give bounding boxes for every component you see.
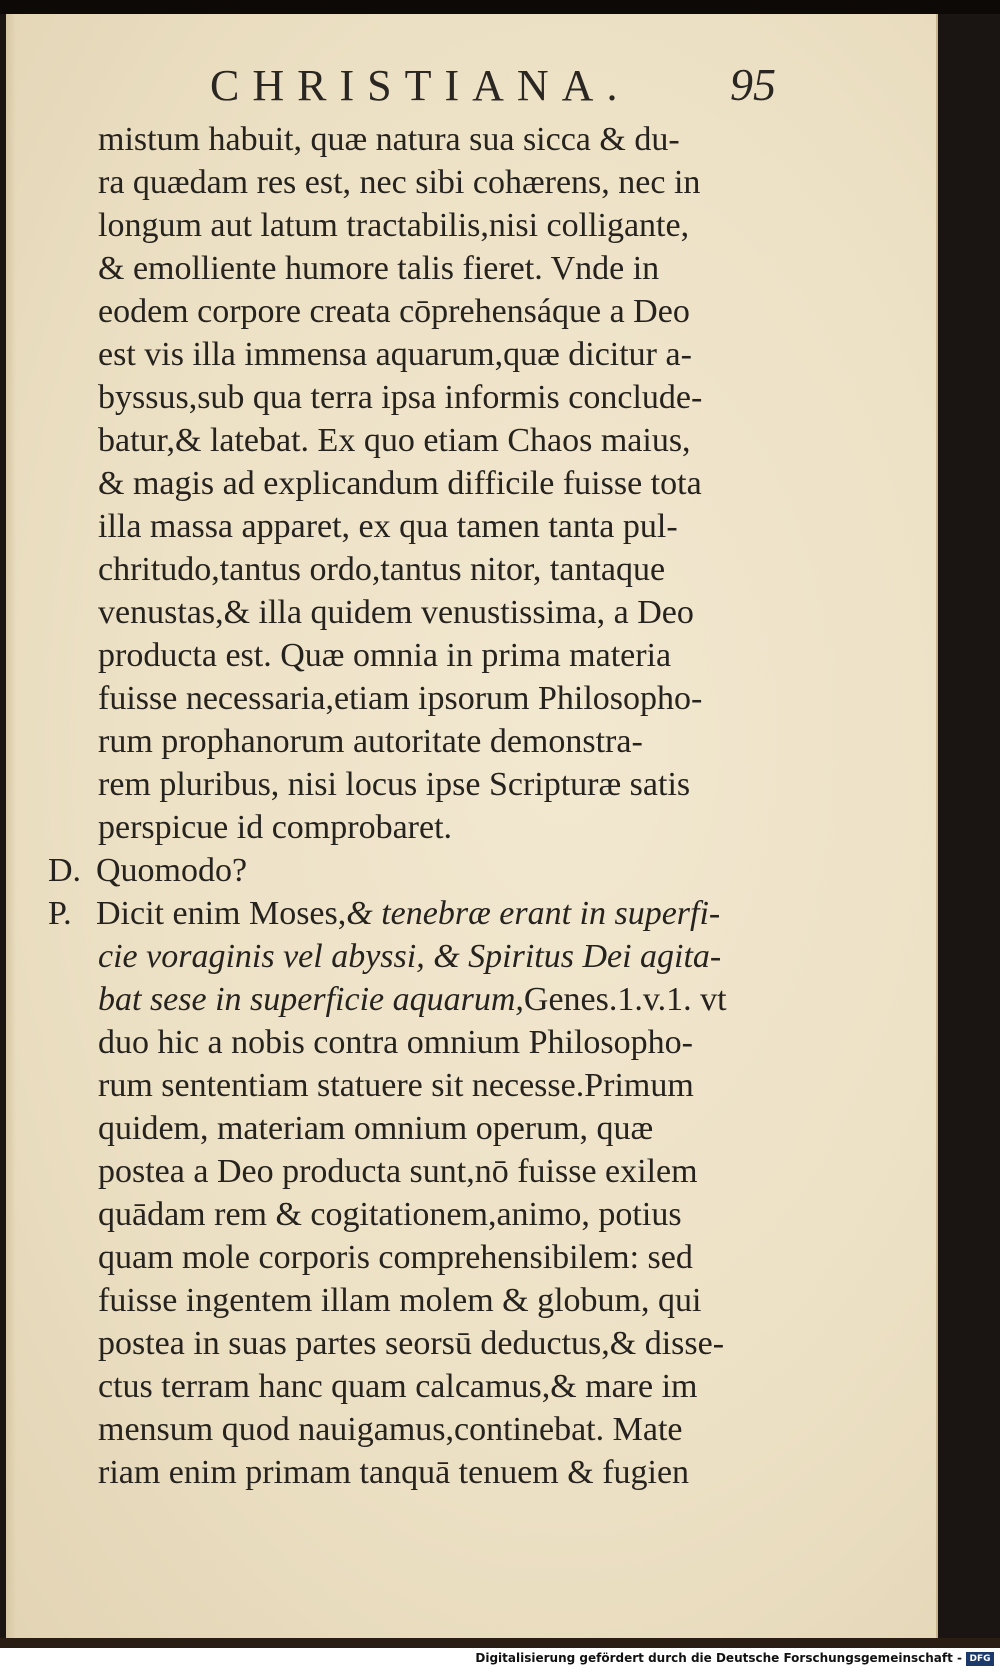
text-line: producta est. Quæ omnia in prima materia (98, 637, 672, 674)
question-paragraph (48, 849, 808, 892)
answer-paragraph (48, 892, 808, 1494)
text-line: illa massa apparet, ex qua tamen tanta pul- (98, 508, 678, 545)
page-text (48, 118, 808, 1494)
text-line: postea in suas partes seorsū deductus,& disse- (98, 1325, 725, 1362)
scripture-quote: & tenebræ erant in superfi- (346, 895, 721, 932)
text-line: postea a Deo producta sunt,nō fuisse exilem (98, 1153, 698, 1190)
text-line: quādam rem & cogitationem,animo, potius (98, 1196, 682, 1233)
text-roman: Dicit enim Moses, (96, 895, 347, 932)
paragraph-continuation (48, 118, 808, 849)
text-line: quam mole corporis comprehensibilem: sed (98, 1239, 693, 1276)
dfg-logo: DFG (966, 1652, 994, 1666)
question-text: Quomodo? (96, 852, 248, 889)
text-line: & emolliente humore talis fieret. Vnde in (98, 250, 660, 287)
page-gutter-shadow (6, 14, 16, 1638)
text-roman: Genes.1.v.1. vt (523, 981, 727, 1018)
text-line (48, 849, 808, 892)
funding-credit: Digitalisierung gefördert durch die Deutsche Forschungsgemeinschaft - (475, 1651, 962, 1665)
text-line: eodem corpore creata cōprehensáque a Deo (98, 293, 690, 330)
text-line: batur,& latebat. Ex quo etiam Chaos maius, (98, 422, 691, 459)
scan-bottom-border (0, 1638, 1000, 1648)
text-line: mensum quod nauigamus,continebat. Mate (98, 1411, 683, 1448)
scan-top-border (0, 0, 1000, 14)
digitization-footer (0, 1648, 1000, 1671)
text-line (48, 935, 808, 978)
text-line: fuisse necessaria,etiam ipsorum Philosopho- (98, 680, 703, 717)
text-line: rum prophanorum autoritate demonstra- (98, 723, 643, 760)
text-line: rum sententiam statuere sit necesse.Primum (98, 1067, 694, 1104)
speaker-label: D. (48, 852, 82, 889)
text-line: quidem, materiam omnium operum, quæ (98, 1110, 654, 1147)
text-line: longum aut latum tractabilis,nisi colligante, (98, 207, 690, 244)
text-line: perspicue id comprobaret. (98, 809, 453, 846)
text-line: rem pluribus, nisi locus ipse Scripturæ satis (98, 766, 691, 803)
text-line (48, 978, 808, 1021)
text-line: & magis ad explicandum difficile fuisse tota (98, 465, 702, 502)
text-line: fuisse ingentem illam molem & globum, qui (98, 1282, 702, 1319)
speaker-label: P. (48, 895, 72, 932)
text-line: riam enim primam tanquā tenuem & fugien (98, 1454, 690, 1491)
text-line: byssus,sub qua terra ipsa informis conclude- (98, 379, 703, 416)
text-line: ctus terram hanc quam calcamus,& mare im (98, 1368, 698, 1405)
running-head: CHRISTIANA. (210, 61, 631, 110)
text-line: chritudo,tantus ordo,tantus nitor, tantaque (98, 551, 666, 588)
text-line (48, 892, 808, 935)
text-line: ra quædam res est, nec sibi cohærens, nec in (98, 164, 701, 201)
scripture-quote: cie voraginis vel abyssi, & Spiritus Dei agita- (98, 938, 722, 975)
page-number: 95 (730, 59, 776, 110)
text-line: est vis illa immensa aquarum,quæ dicitur a- (98, 336, 692, 373)
scripture-quote: bat sese in superficie aquarum, (98, 981, 524, 1018)
text-line: venustas,& illa quidem venustissima, a Deo (98, 594, 694, 631)
text-line: mistum habuit, quæ natura sua sicca & du- (98, 121, 680, 158)
text-line: duo hic a nobis contra omnium Philosopho- (98, 1024, 693, 1061)
